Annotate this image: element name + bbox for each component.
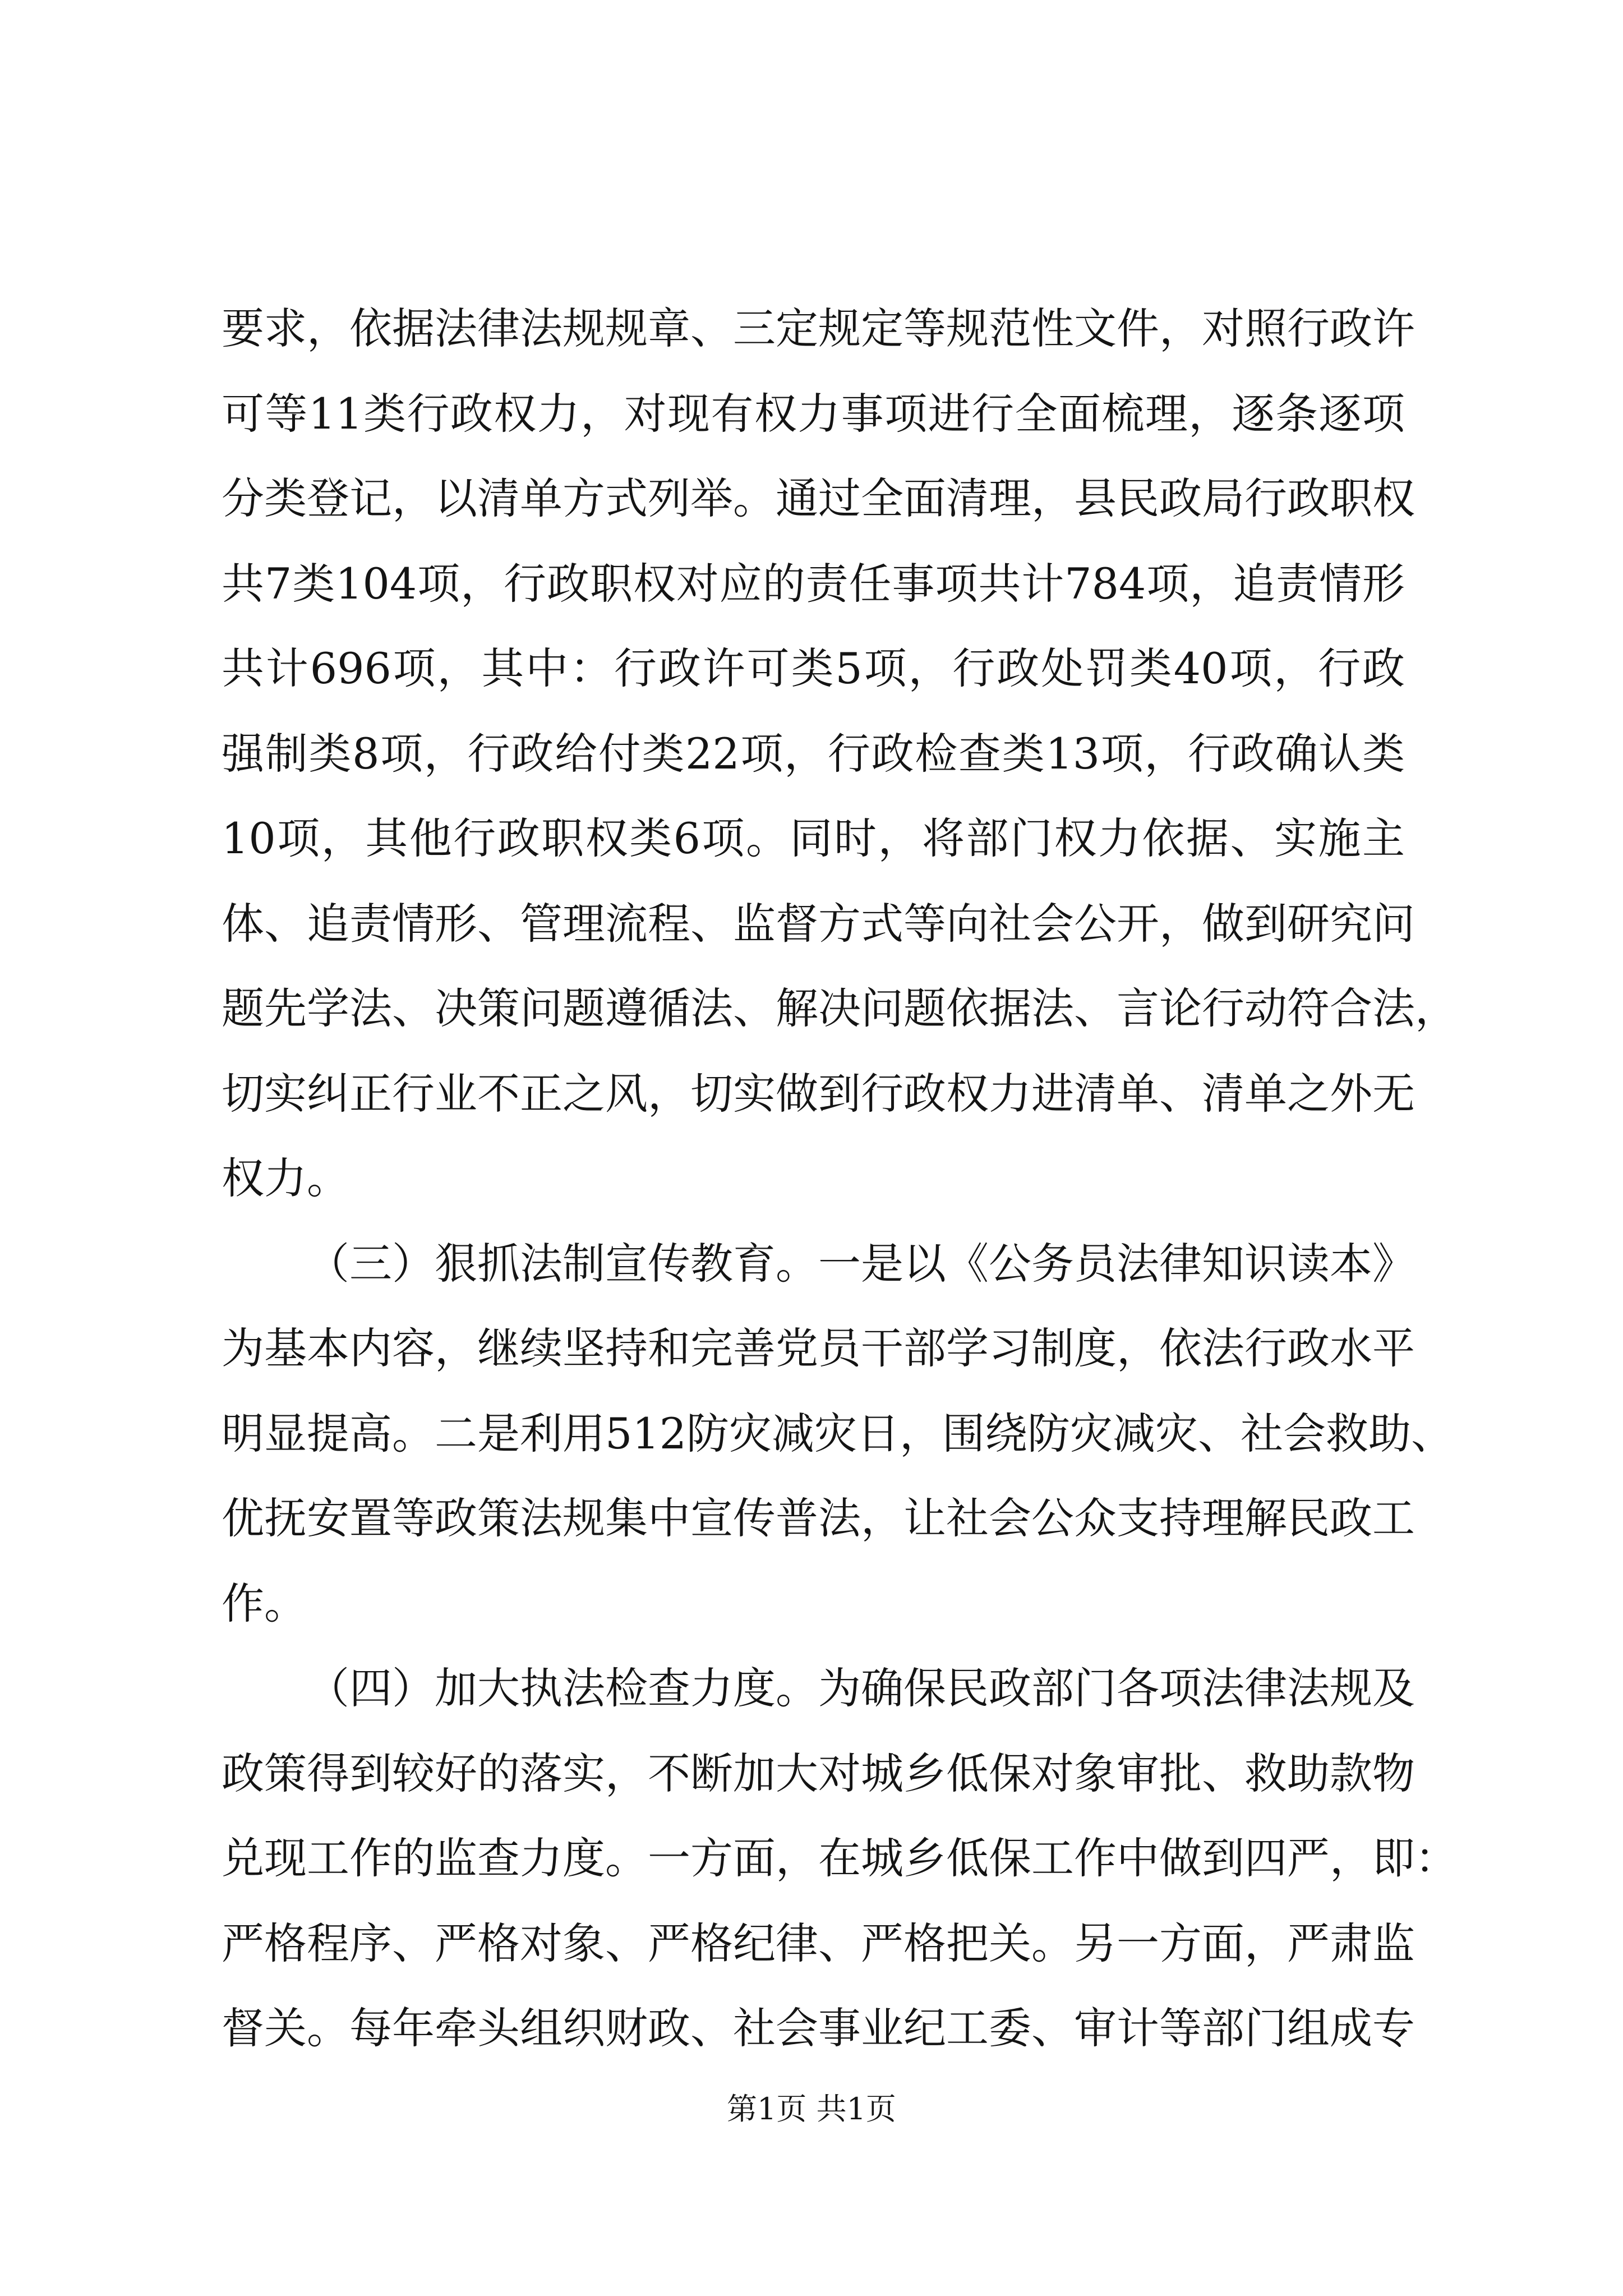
text-line: 强制类8项，行政给付类22项，行政检查类13项，行政确认类: [222, 728, 1405, 779]
text-line: 兑现工作的监查力度。一方面，在城乡低保工作中做到四严，即：: [222, 1833, 1458, 1883]
text-line: 可等11类行政权力，对现有权力事项进行全面梳理，逐条逐项: [222, 388, 1405, 439]
text-line: 严格程序、严格对象、严格纪律、严格把关。另一方面，严肃监: [222, 1918, 1415, 1968]
body-text: [222, 286, 1458, 2071]
text-line: 政策得到较好的落实，不断加大对城乡低保对象审批、救助款物: [222, 1748, 1415, 1798]
section-heading-line: （四）加大执法检查力度。为确保民政部门各项法律法规及: [307, 1663, 1415, 1713]
text-line: 优抚安置等政策法规集中宣传普法，让社会公众支持理解民政工: [222, 1493, 1415, 1543]
text-line: 体、追责情形、管理流程、监督方式等向社会公开，做到研究问: [222, 898, 1415, 949]
text-line: 权力。: [222, 1153, 349, 1203]
text-line: 分类登记，以清单方式列举。通过全面清理，县民政局行政职权: [222, 473, 1415, 523]
text-line: 为基本内容，继续坚持和完善党员干部学习制度，依法行政水平: [222, 1323, 1415, 1373]
text-line: 要求，依据法律法规规章、三定规定等规范性文件，对照行政许: [222, 303, 1415, 353]
text-line: 共计696项，其中：行政许可类5项，行政处罚类40项，行政: [222, 643, 1405, 693]
text-line: 督关。每年牵头组织财政、社会事业纪工委、审计等部门组成专: [222, 2003, 1415, 2053]
section-heading-line: （三）狠抓法制宣传教育。一是以《公务员法律知识读本》: [307, 1238, 1415, 1289]
text-line: 作。: [222, 1578, 307, 1628]
text-line: 切实纠正行业不正之风，切实做到行政权力进清单、清单之外无: [222, 1068, 1415, 1119]
text-line: 明显提高。二是利用512防灾减灾日，围绕防灾减灾、社会救助、: [222, 1408, 1454, 1458]
text-line: 题先学法、决策问题遵循法、解决问题依据法、言论行动符合法，: [222, 983, 1458, 1033]
text-line: 共7类104项，行政职权对应的责任事项共计784项，追责情形: [222, 558, 1405, 609]
page-number: 第1页 共1页: [727, 2091, 896, 2127]
text-line: 10项，其他行政职权类6项。同时，将部门权力依据、实施主: [222, 813, 1405, 863]
